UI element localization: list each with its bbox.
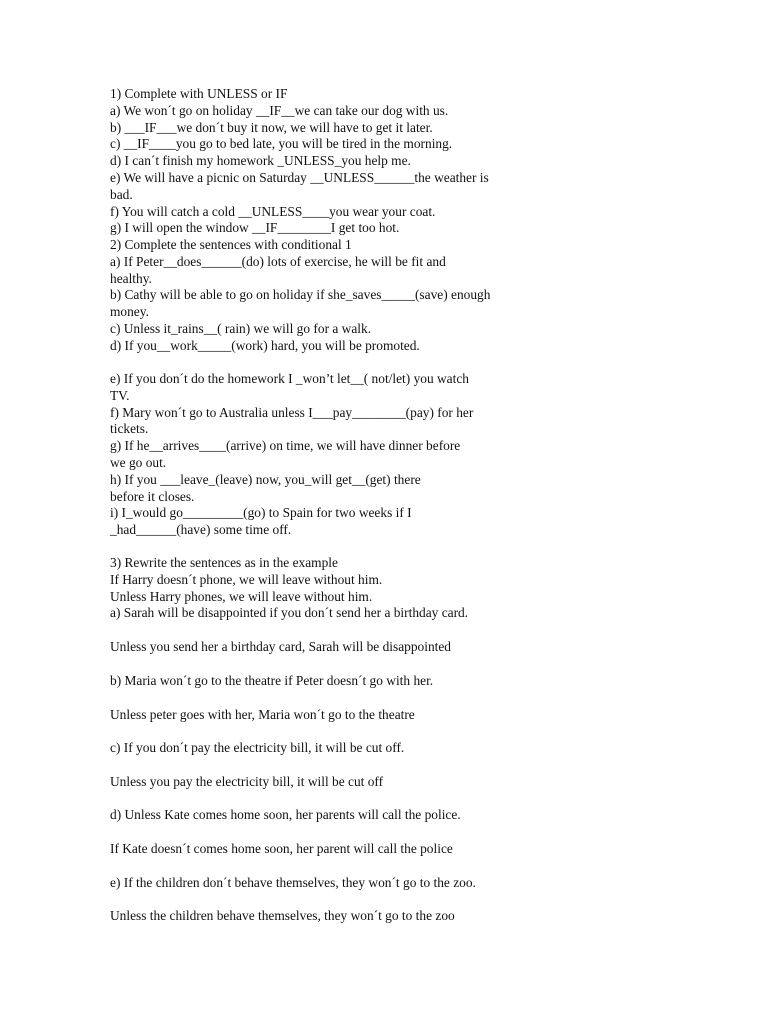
section-2-item-d: d) If you__work_____(work) hard, you will be promoted.: [110, 337, 420, 353]
section-2-item-f-continued: tickets.: [110, 421, 149, 437]
section-2-item-e-continued: TV.: [110, 387, 130, 403]
section-2-item-b: b) Cathy will be able to go on holiday if she_saves_____(save) enough: [110, 287, 491, 303]
section-2-item-i: i) I_would go_________(go) to Spain for two weeks if I: [110, 505, 412, 521]
section-2-item-g: g) If he__arrives____(arrive) on time, we will have dinner before: [110, 438, 461, 454]
section-3-answer-d: If Kate doesn´t comes home soon, her parent will call the police: [110, 841, 453, 856]
section-3-example-question: If Harry doesn´t phone, we will leave without him.: [110, 571, 383, 587]
section-3-answer-a: Unless you send her a birthday card, Sarah will be disappointed: [110, 639, 452, 654]
section-1-item-e-continued: bad.: [110, 186, 133, 202]
section-3-example-answer: Unless Harry phones, we will leave without him.: [110, 588, 373, 604]
section-3-answer-e: Unless the children behave themselves, they won´t go to the zoo: [110, 908, 455, 923]
section-3-question-e: e) If the children don´t behave themselves, they won´t go to the zoo.: [110, 875, 476, 890]
section-1-item-b: b) ___IF___we don´t buy it now, we will have to get it later.: [110, 119, 433, 135]
section-2-conditional-part-2: [110, 371, 560, 539]
section-2-item-g-continued: we go out.: [110, 454, 167, 470]
section-2-item-i-continued: _had______(have) some time off.: [110, 522, 292, 538]
section-3-question-c: c) If you don´t pay the electricity bill, it will be cut off.: [110, 740, 405, 755]
section-2-item-b-continued: money.: [110, 304, 149, 320]
section-3-answer-e-block: [110, 908, 560, 925]
section-2-item-a-continued: healthy.: [110, 270, 152, 286]
section-3-question-b-block: [110, 673, 560, 690]
section-2-item-h: h) If you ___leave_(leave) now, you_will get__(get) there: [110, 471, 421, 487]
section-3-question-d-block: [110, 807, 560, 824]
section-2-item-e: e) If you don´t do the homework I _won’t let__( not/let) you watch: [110, 371, 469, 386]
section-2-item-h-continued: before it closes.: [110, 488, 195, 504]
section-1-item-d: d) I can´t finish my homework _UNLESS_you help me.: [110, 153, 411, 169]
section-2-item-a: a) If Peter__does______(do) lots of exercise, he will be fit and: [110, 253, 446, 269]
section-3-answer-c-block: [110, 774, 560, 791]
section-3-answer-b: Unless peter goes with her, Maria won´t go to the theatre: [110, 707, 415, 722]
section-3-rewrite-intro: [110, 555, 560, 622]
section-1-item-a: a) We won´t go on holiday __IF__we can take our dog with us.: [110, 102, 449, 118]
section-1-item-e: e) We will have a picnic on Saturday __UNLESS______the weather is: [110, 169, 489, 185]
section-3-answer-c: Unless you pay the electricity bill, it will be cut off: [110, 774, 384, 789]
section-2-item-f: f) Mary won´t go to Australia unless I___pay________(pay) for her: [110, 404, 474, 420]
section-1-complete-unless-if: [110, 86, 560, 237]
section-3-heading: 3) Rewrite the sentences as in the example: [110, 555, 338, 570]
section-3-question-e-block: [110, 875, 560, 892]
section-3-question-b: b) Maria won´t go to the theatre if Peter doesn´t go with her.: [110, 673, 434, 688]
section-2-item-c: c) Unless it_rains__( rain) we will go for a walk.: [110, 320, 372, 336]
section-3-answer-b-block: [110, 707, 560, 724]
section-2-heading: 2) Complete the sentences with conditional 1: [110, 237, 352, 252]
section-1-heading: 1) Complete with UNLESS or IF: [110, 86, 288, 101]
section-1-item-c: c) __IF____you go to bed late, you will be tired in the morning.: [110, 136, 453, 152]
section-3-answer-d-block: [110, 841, 560, 858]
section-3-answer-a-block: [110, 639, 560, 656]
section-2-conditional-part-1: [110, 237, 560, 355]
section-3-question-a: a) Sarah will be disappointed if you don´t send her a birthday card.: [110, 605, 469, 621]
section-3-question-d: d) Unless Kate comes home soon, her parents will call the police.: [110, 807, 461, 822]
section-3-question-c-block: [110, 740, 560, 757]
section-1-item-g: g) I will open the window __IF________I get too hot.: [110, 220, 400, 236]
section-1-item-f: f) You will catch a cold __UNLESS____you wear your coat.: [110, 203, 436, 219]
